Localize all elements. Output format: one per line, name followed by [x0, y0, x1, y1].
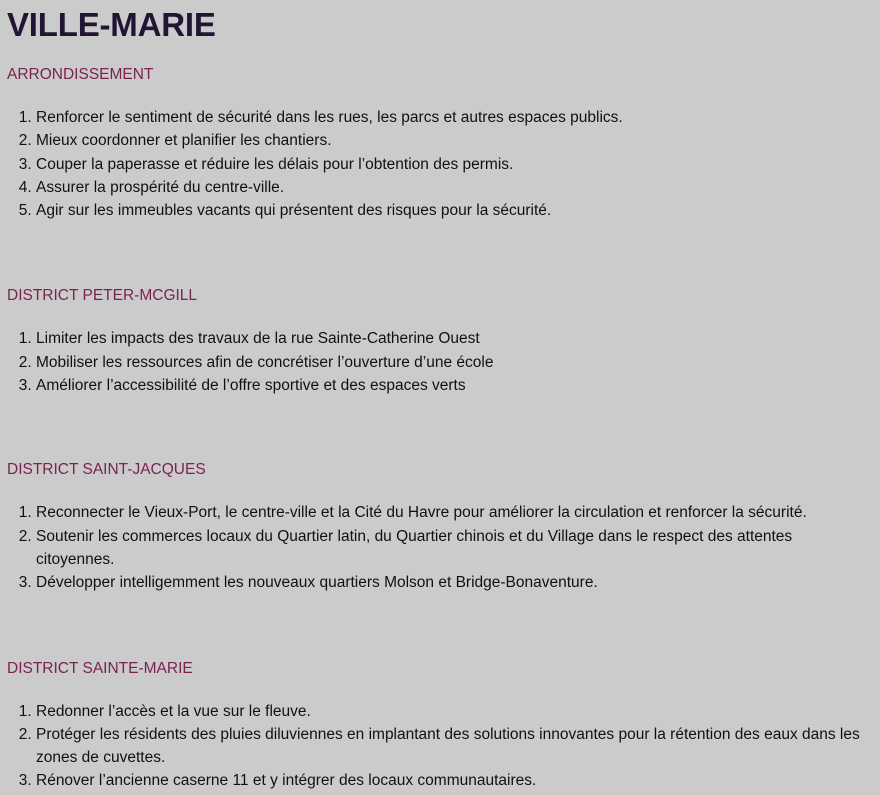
- list-item: 1. Limiter les impacts des travaux de la rue Sainte-Catherine Ouest: [36, 327, 880, 350]
- list-item: 4. Assurer la prospérité du centre-ville.: [36, 176, 880, 199]
- list-item: 5. Agir sur les immeubles vacants qui présentent des risques pour la sécurité.: [36, 199, 880, 222]
- list-item: 3. Améliorer l’accessibilité de l’offre sportive et des espaces verts: [36, 374, 880, 397]
- priority-list-saint-jacques: [7, 501, 880, 594]
- list-item: 1. Renforcer le sentiment de sécurité dans les rues, les parcs et autres espaces publics.: [36, 106, 880, 129]
- page-title: VILLE-MARIE: [7, 6, 216, 43]
- list-item: 3. Développer intelligemment les nouveaux quartiers Molson et Bridge-Bonaventure.: [36, 571, 880, 594]
- list-item: 2. Soutenir les commerces locaux du Quartier latin, du Quartier chinois et du Village dans le respect des attentes citoyennes.: [36, 525, 880, 572]
- priority-list-peter-mcgill: [7, 327, 880, 397]
- priority-list-arrondissement: [7, 106, 880, 222]
- list-item: 1. Reconnecter le Vieux-Port, le centre-ville et la Cité du Havre pour améliorer la circulation et renforcer la sécurité.: [36, 501, 880, 524]
- list-item: 2. Mieux coordonner et planifier les chantiers.: [36, 129, 880, 152]
- section-heading-saint-jacques: DISTRICT SAINT-JACQUES: [7, 461, 206, 479]
- list-item: 3. Rénover l’ancienne caserne 11 et y intégrer des locaux communautaires.: [36, 769, 880, 792]
- priority-list-sainte-marie: [7, 700, 880, 793]
- section-heading-arrondissement: ARRONDISSEMENT: [7, 66, 154, 83]
- list-item: 2. Mobiliser les ressources afin de concrétiser l’ouverture d’une école: [36, 351, 880, 374]
- list-item: 2. Protéger les résidents des pluies diluviennes en implantant des solutions innovantes pour la rétention des eaux dans les zones de cuvettes.: [36, 723, 880, 770]
- list-item: 1. Redonner l’accès et la vue sur le fleuve.: [36, 700, 880, 723]
- section-heading-sainte-marie: DISTRICT SAINTE-MARIE: [7, 659, 193, 677]
- section-heading-peter-mcgill: DISTRICT PETER-MCGILL: [7, 287, 198, 305]
- list-item: 3. Couper la paperasse et réduire les délais pour l’obtention des permis.: [36, 153, 880, 176]
